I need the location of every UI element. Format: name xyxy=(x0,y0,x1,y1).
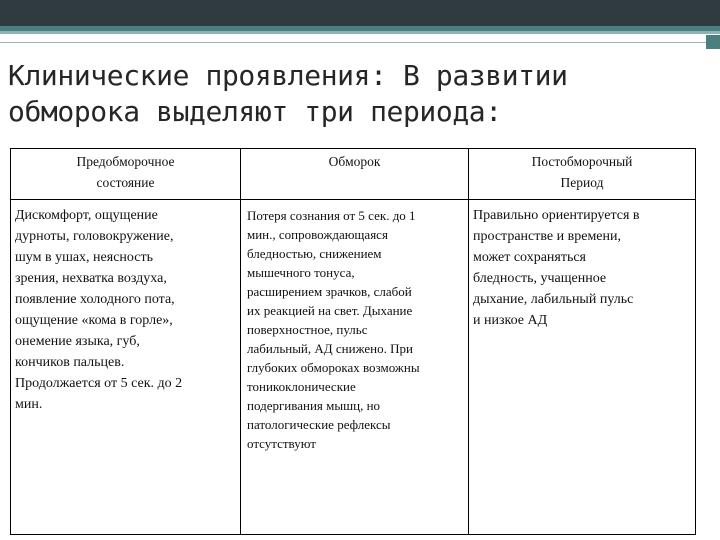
fainting-periods-table xyxy=(10,148,696,535)
top-accent-stripe-light xyxy=(0,31,720,34)
text-line: бледность, учащенное xyxy=(473,271,607,286)
text-line: зрения, нехватка воздуха, xyxy=(15,271,167,286)
text-line: глубоких обмороках возможны xyxy=(247,360,420,375)
text-line: может сохраняться xyxy=(473,250,586,265)
header-postsyncope-line-2: Период xyxy=(560,175,604,190)
table-header-row xyxy=(11,149,696,200)
text-line: дурноты, головокружение, xyxy=(15,229,174,244)
text-line: появление холодного пота, xyxy=(15,292,175,307)
text-line: отсутствуют xyxy=(247,436,316,451)
text-line: мин. xyxy=(15,397,43,412)
text-line: ощущение «кома в горле», xyxy=(15,313,173,328)
text-line: пространстве и времени, xyxy=(473,229,621,244)
slide-title-line-2: обморока выделяют три периода: xyxy=(8,95,502,128)
header-presyncope-line-1: Предобморочное xyxy=(76,154,175,169)
slide-title xyxy=(8,58,708,130)
text-line: мин., сопровождающаяся xyxy=(247,227,388,242)
text-line: дыхание, лабильный пульс xyxy=(473,292,634,307)
slide-title-line-1: Клинические проявления: В развитии xyxy=(8,59,568,92)
text-line: Дискомфорт, ощущение xyxy=(15,208,158,223)
text-line: расширением зрачков, слабой xyxy=(247,284,412,299)
top-decorative-bar xyxy=(0,0,720,26)
text-line: их реакцией на свет. Дыхание xyxy=(247,303,413,318)
text-line: и низкое АД xyxy=(473,313,548,328)
header-postsyncope-line-1: Постобморочный xyxy=(531,154,633,169)
text-line: поверхностное, пульс xyxy=(247,322,368,337)
header-syncope-line-1: Обморок xyxy=(328,154,381,169)
decorative-corner-square xyxy=(706,35,720,49)
header-presyncope xyxy=(11,149,241,200)
header-syncope xyxy=(241,149,469,200)
text-line: мышечного тонуса, xyxy=(247,265,355,280)
text-line: тоникоклонические xyxy=(247,379,356,394)
text-line: Правильно ориентируется в xyxy=(473,208,640,223)
cell-syncope-description xyxy=(241,200,469,535)
text-line: онемение языка, губ, xyxy=(15,334,140,349)
text-line: кончиков пальцев. xyxy=(15,355,125,370)
cell-postsyncope-description xyxy=(469,200,696,535)
text-line: шум в ушах, неясность xyxy=(15,250,153,265)
text-line: бледностью, снижением xyxy=(247,246,382,261)
decorative-divider-line xyxy=(0,42,720,43)
table-row xyxy=(11,200,696,535)
text-line: Потеря сознания от 5 сек. до 1 xyxy=(247,208,416,223)
text-line: лабильный, АД снижено. При xyxy=(247,341,413,356)
text-line: патологические рефлексы xyxy=(247,417,391,432)
cell-presyncope-description xyxy=(11,200,241,535)
text-line: подергивания мышц, но xyxy=(247,398,381,413)
header-presyncope-line-2: состояние xyxy=(96,175,155,190)
header-postsyncope xyxy=(469,149,696,200)
text-line: Продолжается от 5 сек. до 2 xyxy=(15,376,183,391)
